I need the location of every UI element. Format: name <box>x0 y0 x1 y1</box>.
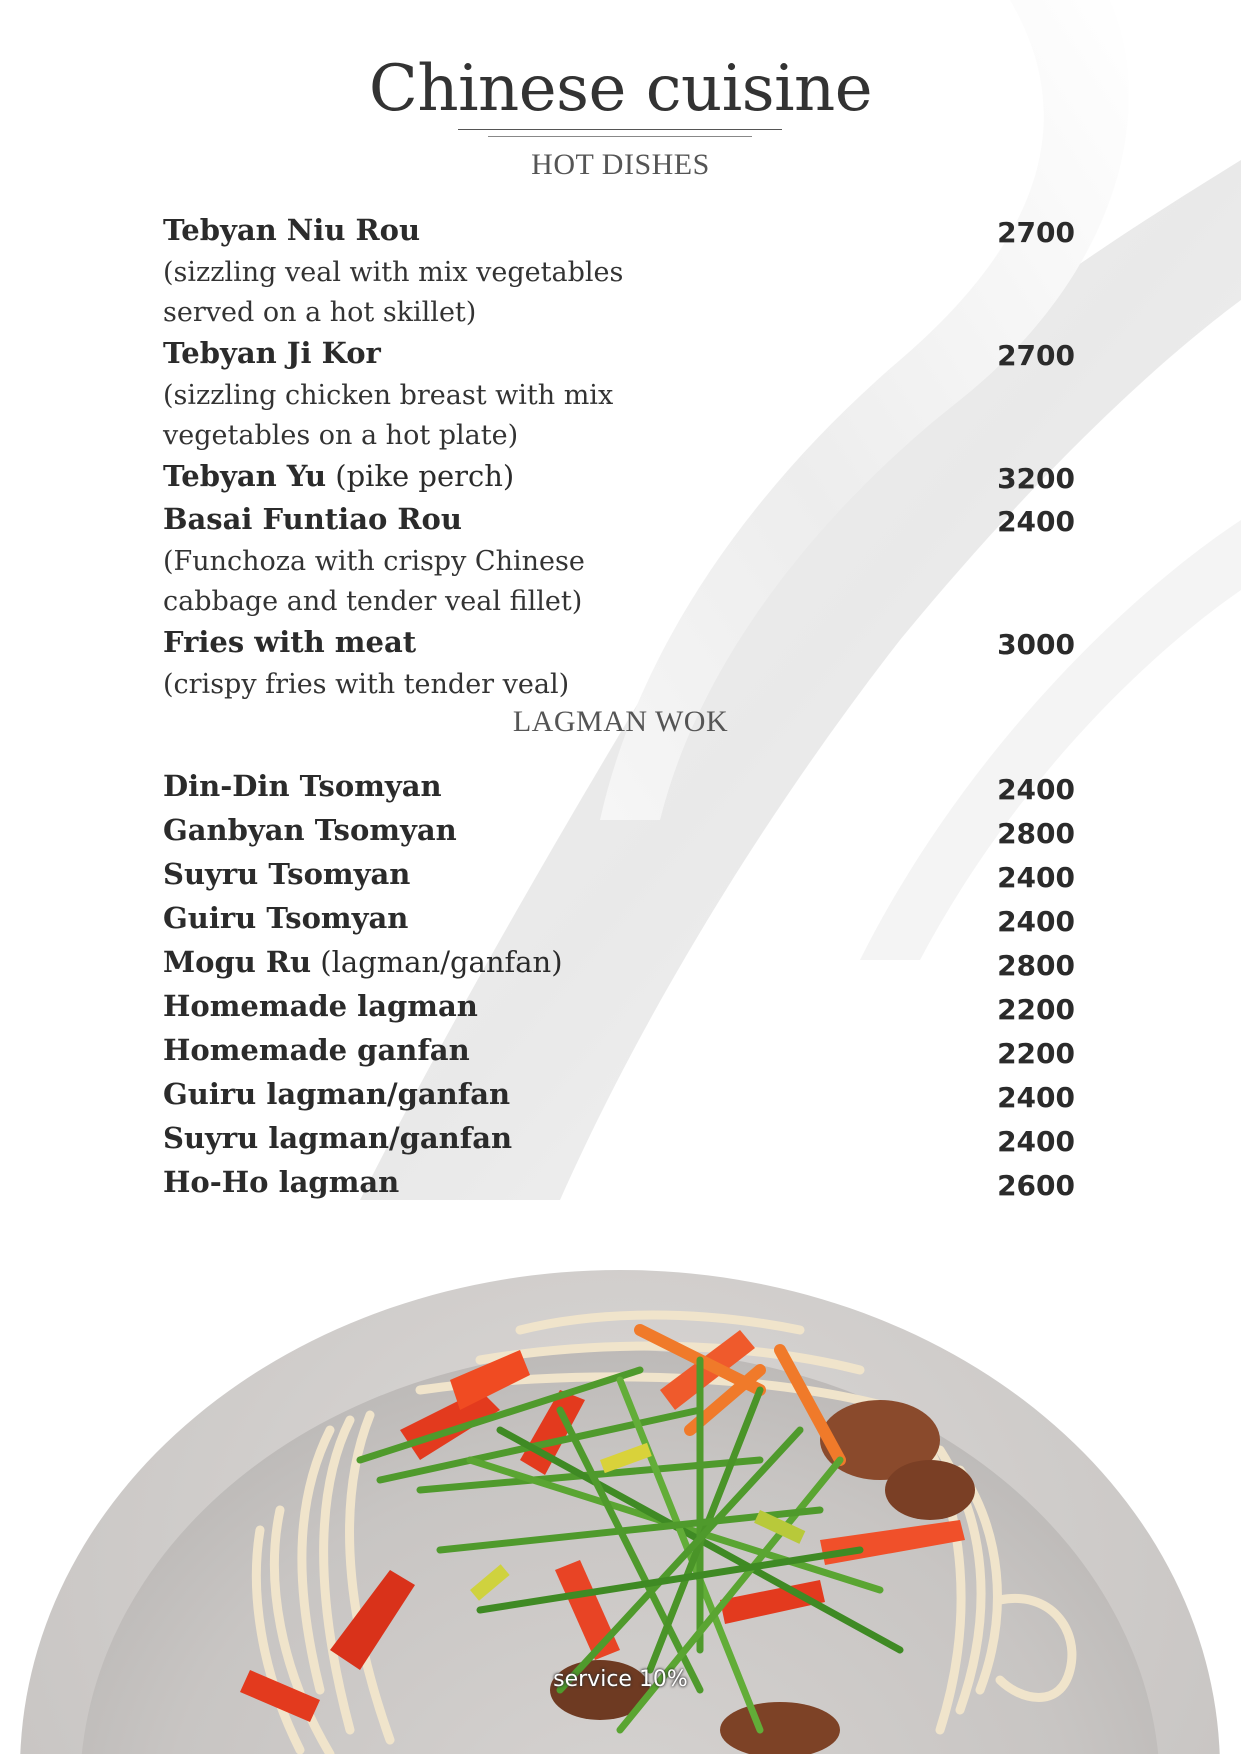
item-price: 2400 <box>997 861 1075 894</box>
item-price: 2700 <box>997 216 1075 249</box>
service-charge-note: service 10% <box>553 1667 688 1692</box>
item-note: (pike perch) <box>326 459 515 493</box>
menu-item <box>163 810 1075 854</box>
menu-item <box>163 499 1075 622</box>
item-price: 2400 <box>997 905 1075 938</box>
item-name: Tebyan Yu (pike perch) <box>163 459 515 493</box>
menu-item <box>163 333 1075 456</box>
item-description: (sizzling veal with mix vegetables served on a hot skillet) <box>163 257 624 328</box>
lagman-dish-photo <box>0 1130 1241 1754</box>
item-price: 3200 <box>997 462 1075 495</box>
item-name: Homemade lagman <box>163 989 478 1023</box>
item-price: 2400 <box>997 1125 1075 1158</box>
item-price: 2400 <box>997 1081 1075 1114</box>
item-description: (sizzling chicken breast with mix vegetables on a hot plate) <box>163 380 614 451</box>
item-price: 2600 <box>997 1169 1075 1202</box>
section-heading-hot-dishes: HOT DISHES <box>531 148 710 181</box>
item-note: (lagman/ganfan) <box>311 945 563 979</box>
item-name: Homemade ganfan <box>163 1033 470 1067</box>
item-name: Suyru Tsomyan <box>163 857 411 891</box>
menu-item <box>163 766 1075 810</box>
title-underline <box>458 129 782 130</box>
menu-item <box>163 1074 1075 1118</box>
item-price: 2200 <box>997 1037 1075 1070</box>
item-name: Guiru Tsomyan <box>163 901 409 935</box>
item-name: Mogu Ru (lagman/ganfan) <box>163 945 563 979</box>
menu-item <box>163 622 1075 705</box>
item-name: Basai Funtiao Rou <box>163 502 462 536</box>
item-name: Ganbyan Tsomyan <box>163 813 457 847</box>
item-price: 2400 <box>997 773 1075 806</box>
menu-item <box>163 456 1075 499</box>
item-name: Din-Din Tsomyan <box>163 769 442 803</box>
menu-item <box>163 898 1075 942</box>
item-price: 2800 <box>997 949 1075 982</box>
section-heading-lagman-wok: LAGMAN WOK <box>512 705 729 738</box>
item-name: Ho-Ho lagman <box>163 1165 400 1199</box>
item-price: 2700 <box>997 339 1075 372</box>
item-name: Guiru lagman/ganfan <box>163 1077 511 1111</box>
hot-dishes-list <box>163 210 1075 705</box>
item-name: Suyru lagman/ganfan <box>163 1121 513 1155</box>
item-name: Fries with meat <box>163 625 417 659</box>
item-price: 2800 <box>997 817 1075 850</box>
item-name: Tebyan Ji Kor <box>163 336 381 370</box>
item-price: 3000 <box>997 628 1075 661</box>
title-underline-inner <box>488 136 752 137</box>
page-title: Chinese cuisine <box>368 52 873 126</box>
menu-item <box>163 854 1075 898</box>
item-description: (Funchoza with crispy Chinese cabbage and tender veal fillet) <box>163 546 585 617</box>
item-price: 2200 <box>997 993 1075 1026</box>
item-description: (crispy fries with tender veal) <box>163 669 570 700</box>
menu-item <box>163 1030 1075 1074</box>
menu-item <box>163 986 1075 1030</box>
menu-item <box>163 210 1075 333</box>
menu-item <box>163 942 1075 986</box>
item-name: Tebyan Niu Rou <box>163 213 421 247</box>
item-price: 2400 <box>997 505 1075 538</box>
